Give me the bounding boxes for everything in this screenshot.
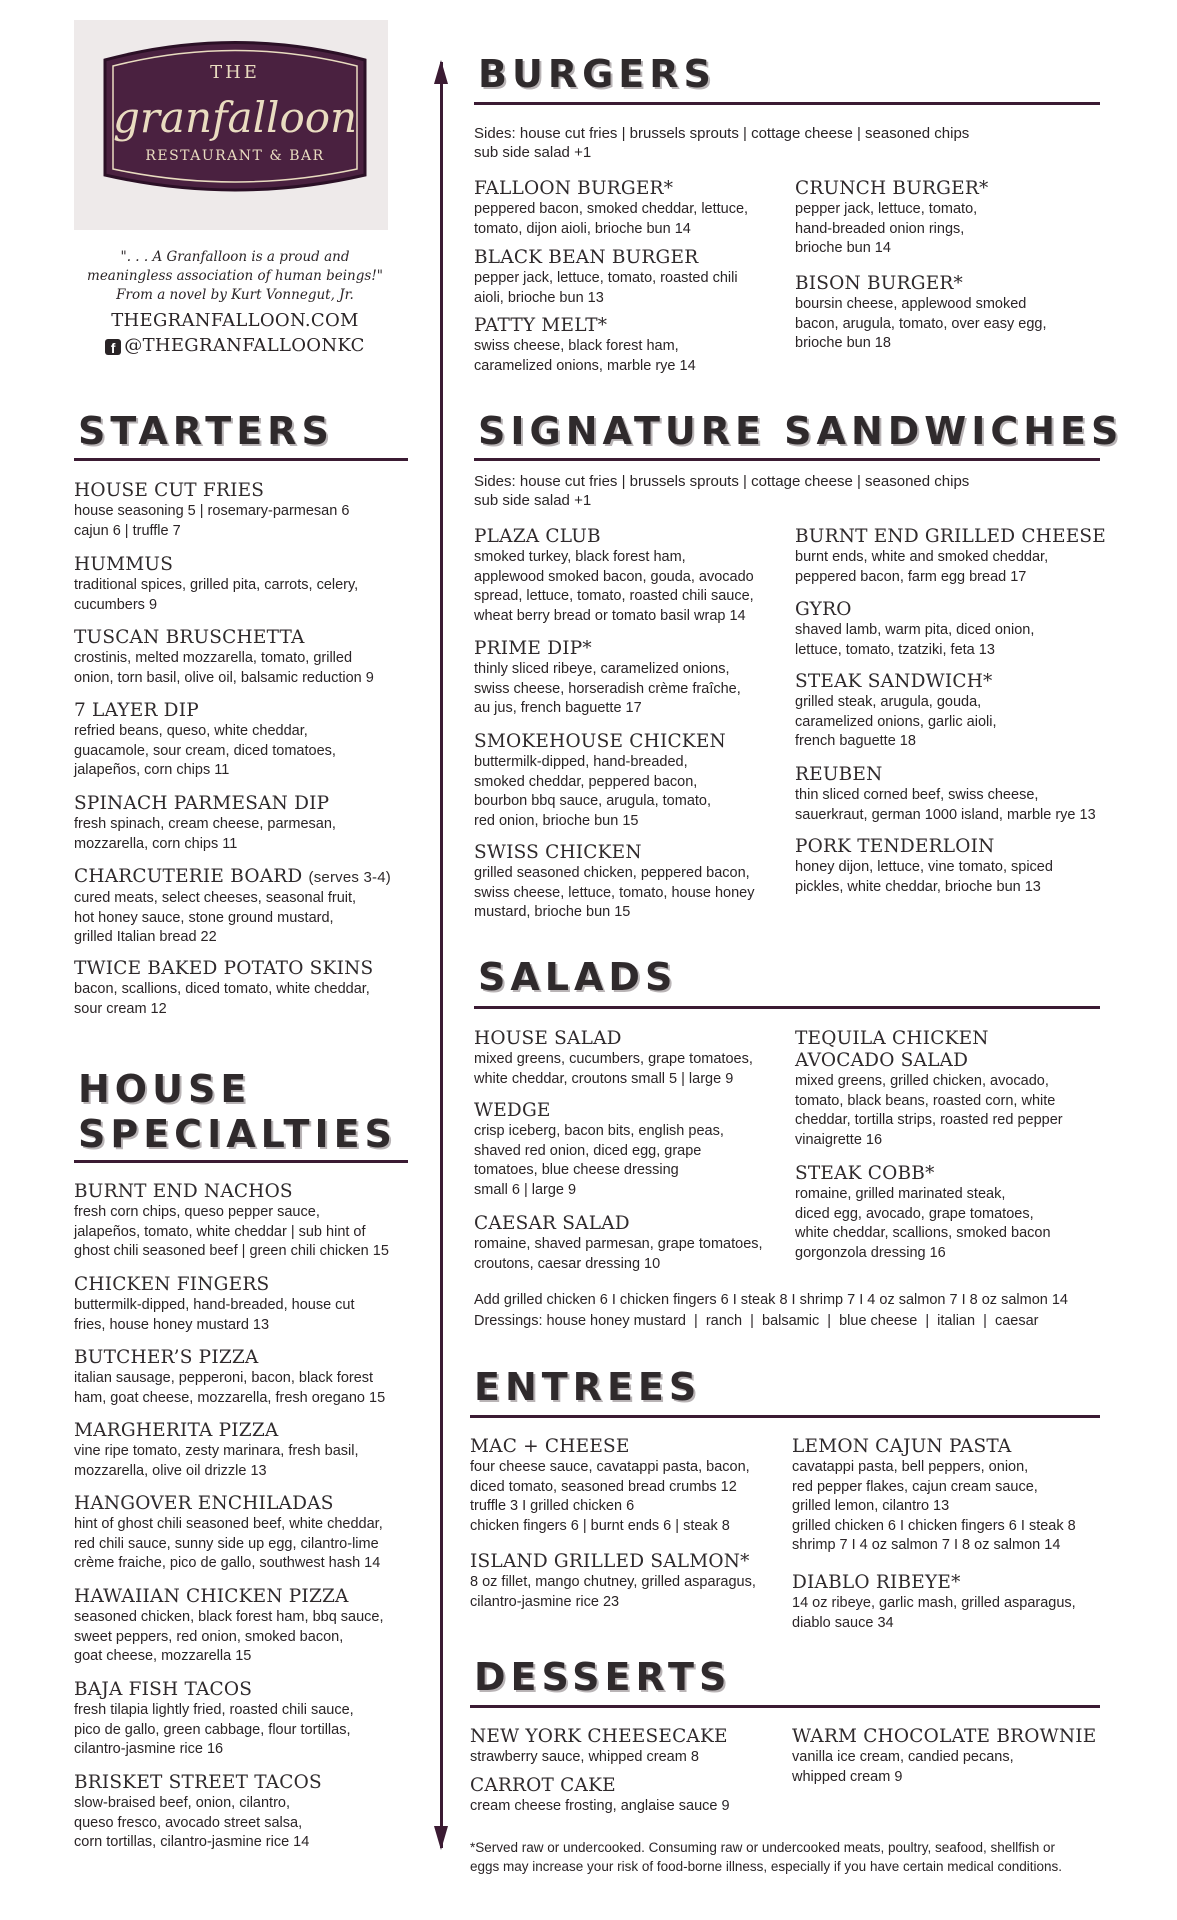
item-desc: red onion, brioche bun 15 [474,812,639,829]
item-desc: french baguette 18 [795,733,916,749]
item-desc: tomato, dijon aioli, brioche bun 14 [474,220,691,237]
item-name: SMOKEHOUSE CHICKEN [474,731,726,752]
menu-item [74,1181,414,1262]
item-name: CRUNCH BURGER* [795,178,989,199]
item-desc: pickles, white cheddar, brioche bun 13 [795,878,1041,895]
menu-item [474,526,794,626]
item-name: BRISKET STREET TACOS [74,1772,322,1793]
menu-item [474,731,794,831]
item-desc: wheat berry bread or tomato basil wrap 14 [474,607,746,624]
menu-item [795,1028,1115,1150]
section-rule [474,458,1100,461]
item-desc: shrimp 7 I 4 oz salmon 7 I 8 oz salmon 14 [792,1537,1061,1553]
sides-line: Sides: house cut fries | brussels sprouts | cottage cheese | seasoned chips [474,473,970,490]
item-desc: cream cheese frosting, anglaise sauce 9 [470,1798,730,1814]
item-desc: thin sliced corned beef, swiss cheese, [795,787,1039,803]
item-desc: honey dijon, lettuce, vine tomato, spiced [795,859,1053,875]
item-name: BURNT END GRILLED CHEESE [795,526,1107,547]
health-disclaimer [470,1838,1120,1876]
burgers-title: BURGERS [478,52,716,96]
item-name: MAC + CHEESE [470,1436,630,1457]
menu-item [795,671,1115,752]
item-desc: whipped cream 9 [792,1768,903,1785]
item-desc: brioche bun 14 [795,240,891,256]
item-desc: cavatappi pasta, bell peppers, onion, [792,1459,1029,1475]
item-name: HUMMUS [74,554,174,575]
item-desc: cilantro-jasmine rice 23 [470,1593,620,1610]
item-desc: mustard, brioche bun 15 [474,904,631,920]
menu-item [795,599,1115,660]
menu-item [470,1436,810,1536]
item-desc: white cheddar, croutons small 5 | large 9 [474,1070,734,1087]
item-name: STEAK COBB* [795,1163,935,1184]
item-name: DIABLO RIBEYE* [792,1572,961,1593]
item-desc: cured meats, select cheeses, seasonal fruit, [74,890,357,906]
item-desc: small 6 | large 9 [474,1181,577,1198]
menu-item [74,1420,414,1481]
item-desc: vanilla ice cream, candied pecans, [792,1749,1014,1765]
item-desc: sauerkraut, german 1000 island, marble rye 13 [795,806,1096,823]
item-desc: burnt ends, white and smoked cheddar, [795,549,1049,565]
item-name: BUTCHER’S PIZZA [74,1347,259,1368]
item-desc: smoked cheddar, peppered bacon, [474,773,698,790]
item-name: PRIME DIP* [474,638,592,659]
item-desc: caramelized onions, garlic aioli, [795,713,997,730]
menu-item [474,315,794,376]
sides-line: Sides: house cut fries | brussels sprouts | cottage cheese | seasoned chips [474,125,970,142]
item-desc: mixed greens, cucumbers, grape tomatoes, [474,1051,753,1067]
divider-arrow-up-icon [434,60,448,84]
item-desc: goat cheese, mozzarella 15 [74,1648,252,1664]
item-desc: shaved lamb, warm pita, diced onion, [795,622,1035,638]
entrees-title: ENTREES [474,1365,702,1409]
menu-item [792,1572,1132,1633]
item-desc: onion, torn basil, olive oil, balsamic reduction 9 [74,669,374,686]
menu-item [795,273,1115,354]
item-desc: slow-braised beef, onion, cilantro, [74,1795,291,1811]
item-desc: red chili sauce, sunny side up egg, cilantro-lime [74,1535,379,1552]
section-rule [470,1705,1100,1708]
item-desc: guacamole, sour cream, diced tomatoes, [74,742,336,759]
item-desc: four cheese sauce, cavatappi pasta, bacon, [470,1459,750,1475]
item-desc: lettuce, tomato, tzatziki, feta 13 [795,641,995,658]
item-name: BAJA FISH TACOS [74,1679,253,1700]
item-desc: pepper jack, lettuce, tomato, [795,201,978,217]
menu-item [74,1493,414,1574]
item-desc: mozzarella, olive oil drizzle 13 [74,1462,267,1479]
item-desc: traditional spices, grilled pita, carrots, celery, [74,577,359,593]
desserts-title: DESSERTS [474,1655,732,1699]
item-desc: hint of ghost chili seasoned beef, white cheddar, [74,1516,383,1532]
item-name: MARGHERITA PIZZA [74,1420,279,1441]
menu-item [474,1100,794,1200]
menu-item [474,178,794,239]
item-desc: crostinis, melted mozzarella, tomato, grilled [74,650,353,666]
menu-item [795,1163,1115,1263]
item-desc: tomatoes, blue cheese dressing [474,1162,679,1178]
item-name: PORK TENDERLOIN [795,836,995,857]
item-desc: corn tortillas, cilantro-jasmine rice 14 [74,1834,310,1850]
item-name: CAESAR SALAD [474,1213,630,1234]
section-rule [74,458,408,461]
item-note: (serves 3-4) [308,869,391,886]
menu-item [795,526,1115,587]
item-desc: pico de gallo, green cabbage, flour tortillas, [74,1721,351,1738]
item-desc: chicken fingers 6 | burnt ends 6 | steak 8 [470,1517,730,1534]
item-desc: swiss cheese, black forest ham, [474,338,679,354]
item-desc: truffle 3 I grilled chicken 6 [470,1498,635,1514]
item-desc: shaved red onion, diced egg, grape [474,1142,702,1159]
social-handle-text: @THEGRANFALLOONKC [124,335,365,356]
item-name: HOUSE SALAD [474,1028,622,1049]
menu-item [74,1347,414,1408]
menu-item [74,866,414,948]
menu-item [474,842,794,923]
menu-item [470,1775,810,1817]
item-desc: buttermilk-dipped, hand-breaded, house cut [74,1297,355,1313]
item-desc: grilled lemon, cilantro 13 [792,1498,950,1514]
item-desc: gorgonzola dressing 16 [795,1244,946,1261]
item-desc: cilantro-jasmine rice 16 [74,1741,224,1757]
menu-item [74,1772,414,1853]
menu-item [74,1586,414,1667]
menu-item [474,1028,794,1089]
sides-line: sub side salad +1 [474,492,592,509]
item-name: ISLAND GRILLED SALMON* [470,1551,750,1572]
menu-item [792,1436,1132,1556]
item-desc: peppered bacon, farm egg bread 17 [795,568,1027,585]
item-desc: croutons, caesar dressing 10 [474,1255,661,1272]
item-name: CHICKEN FINGERS [74,1274,270,1295]
item-desc: fries, house honey mustard 13 [74,1316,270,1333]
item-desc: crème fraiche, pico de gallo, southwest hash 14 [74,1555,381,1571]
item-name: BISON BURGER* [795,273,963,294]
item-desc: queso fresco, avocado street salsa, [74,1814,303,1831]
item-desc: aioli, brioche bun 13 [474,289,604,306]
logo-subtitle: RESTAURANT & BAR [145,148,325,164]
item-name: GYRO [795,599,852,620]
logo-name: granfalloon [112,93,358,142]
item-desc: bacon, scallions, diced tomato, white cheddar, [74,981,370,997]
item-desc: ham, goat cheese, mozzarella, fresh oregano 15 [74,1389,386,1406]
item-name-text: CHARCUTERIE BOARD [74,866,303,887]
item-desc: grilled Italian bread 22 [74,929,217,945]
item-desc: jalapeños, tomato, white cheddar | sub hint of [74,1223,366,1240]
tagline-line: meaningless association of human beings!" [87,268,383,284]
item-desc: vinaigrette 16 [795,1131,883,1148]
item-desc: diced tomato, seasoned bread crumbs 12 [470,1478,737,1495]
item-desc: romaine, grilled marinated steak, [795,1186,1006,1202]
item-name: WARM CHOCOLATE BROWNIE [792,1726,1097,1747]
item-name: LEMON CAJUN PASTA [792,1436,1012,1457]
item-name: TEQUILA CHICKEN [795,1028,989,1049]
granfalloon-logo [95,40,375,195]
menu-item [470,1726,810,1768]
section-rule [74,1160,408,1163]
sides-note [474,472,969,510]
item-desc: 8 oz fillet, mango chutney, grilled asparagus, [470,1574,756,1590]
item-desc: crisp iceberg, bacon bits, english peas, [474,1123,724,1139]
item-desc: swiss cheese, horseradish crème fraîche, [474,680,741,697]
item-name: SPINACH PARMESAN DIP [74,793,330,814]
item-desc: mixed greens, grilled chicken, avocado, [795,1073,1049,1089]
item-name: CARROT CAKE [470,1775,616,1796]
item-desc: cajun 6 | truffle 7 [74,522,181,539]
item-name: HANGOVER ENCHILADAS [74,1493,334,1514]
item-name: AVOCADO SALAD [795,1050,969,1071]
item-desc: sour cream 12 [74,1000,167,1017]
item-desc: pepper jack, lettuce, tomato, roasted chili [474,270,738,286]
item-desc: diablo sauce 34 [792,1614,894,1631]
menu-item [74,554,414,615]
disclaimer-line: *Served raw or undercooked. Consuming raw or undercooked meats, poultry, seafood, shellfish or [470,1840,1056,1855]
item-desc: cheddar, tortilla strips, roasted red pepper [795,1112,1063,1128]
menu-item [74,1274,414,1335]
item-desc: strawberry sauce, whipped cream 8 [470,1749,699,1765]
item-desc: grilled steak, arugula, gouda, [795,694,982,710]
sides-note [474,124,969,162]
item-desc: swiss cheese, lettuce, tomato, house honey [474,884,755,901]
item-desc: hand-breaded onion rings, [795,220,965,237]
item-desc: smoked turkey, black forest ham, [474,549,686,565]
item-desc: sweet peppers, red onion, smoked bacon, [74,1628,344,1645]
item-desc: hot honey sauce, stone ground mustard, [74,909,334,926]
item-desc: bourbon bbq sauce, arugula, tomato, [474,793,711,809]
sandwiches-title: SIGNATURE SANDWICHES [478,409,1124,453]
section-rule [470,1415,1100,1418]
item-desc: thinly sliced ribeye, caramelized onions, [474,661,730,677]
item-desc: red pepper flakes, cajun cream sauce, [792,1478,1038,1495]
disclaimer-line: eggs may increase your risk of food-borne illness, especially if you have certain medical conditions. [470,1859,1063,1874]
item-desc: fresh tilapia lightly fried, roasted chili sauce, [74,1702,354,1718]
item-desc: vine ripe tomato, zesty marinara, fresh basil, [74,1443,359,1459]
column-divider [440,62,443,1848]
salad-addons: Add grilled chicken 6 I chicken fingers 6 I steak 8 I shrimp 7 I 4 oz salmon 7 I 8 oz salmon 14 [474,1292,1068,1308]
tagline-line: ". . . A Granfalloon is a proud and [120,249,350,265]
item-desc: tomato, black beans, roasted corn, white [795,1092,1056,1109]
item-name: PATTY MELT* [474,315,608,336]
item-name: WEDGE [474,1100,551,1121]
item-desc: romaine, shaved parmesan, grape tomatoes, [474,1236,763,1252]
item-desc: fresh spinach, cream cheese, parmesan, [74,816,336,832]
menu-item [74,958,414,1019]
social-handle[interactable] [75,335,395,356]
logo-the: THE [210,62,260,83]
salad-dressings: Dressings: house honey mustard | ranch | balsamic | blue cheese | italian | caesar [474,1313,1039,1329]
menu-item [74,793,414,854]
menu-item [470,1551,810,1612]
item-desc: house seasoning 5 | rosemary-parmesan 6 [74,503,350,519]
specialties-title [78,1067,397,1157]
item-name: NEW YORK CHEESECAKE [470,1726,728,1747]
item-desc: spread, lettuce, tomato, roasted chili sauce, [474,588,754,604]
item-name: BURNT END NACHOS [74,1181,293,1202]
item-name: REUBEN [795,764,883,785]
item-name: SWISS CHICKEN [474,842,642,863]
item-name: BLACK BEAN BURGER [474,247,699,268]
item-desc: ghost chili seasoned beef | green chili chicken 15 [74,1243,389,1259]
item-desc: seasoned chicken, black forest ham, bbq sauce, [74,1609,384,1625]
item-desc: 14 oz ribeye, garlic mash, grilled asparagus, [792,1595,1076,1611]
salads-title: SALADS [478,955,678,999]
item-desc: au jus, french baguette 17 [474,700,642,716]
website-link[interactable]: THEGRANFALLOON.COM [111,310,359,331]
item-name: TUSCAN BRUSCHETTA [74,627,305,648]
item-desc: diced egg, avocado, grape tomatoes, [795,1205,1034,1222]
menu-item [74,700,414,781]
item-desc: boursin cheese, applewood smoked [795,296,1027,312]
specialties-title-line: SPECIALTIES [78,1112,397,1156]
item-desc: grilled chicken 6 I chicken fingers 6 I steak 8 [792,1517,1076,1534]
item-desc: brioche bun 18 [795,335,891,351]
menu-item [474,1213,794,1274]
item-desc: applewood smoked bacon, gouda, avocado [474,568,754,585]
item-desc: mozzarella, corn chips 11 [74,835,238,852]
specialties-title-line: HOUSE [78,1067,252,1111]
tagline-line: From a novel by Kurt Vonnegut, Jr. [116,287,354,303]
menu-item [474,638,794,719]
menu-item [474,247,794,308]
item-name [74,866,414,889]
item-name: HOUSE CUT FRIES [74,480,265,501]
section-rule [474,1006,1100,1009]
item-desc: cucumbers 9 [74,596,158,613]
menu-item [74,480,414,541]
item-desc: fresh corn chips, queso pepper sauce, [74,1204,320,1220]
menu-item [74,1679,414,1760]
item-desc: grilled seasoned chicken, peppered bacon, [474,865,750,881]
item-desc: italian sausage, pepperoni, bacon, black forest [74,1370,374,1386]
item-desc: refried beans, queso, white cheddar, [74,723,308,739]
menu-item [74,627,414,688]
menu-item [795,178,1115,259]
sides-line: sub side salad +1 [474,144,592,161]
item-desc: buttermilk-dipped, hand-breaded, [474,754,688,770]
menu-item [792,1726,1132,1787]
menu-item [795,764,1115,825]
item-name: TWICE BAKED POTATO SKINS [74,958,374,979]
item-desc: jalapeños, corn chips 11 [74,762,230,778]
item-desc: white cheddar, scallions, smoked bacon [795,1225,1051,1241]
item-desc: caramelized onions, marble rye 14 [474,357,696,374]
item-name: STEAK SANDWICH* [795,671,993,692]
menu-item [795,836,1115,897]
divider-arrow-down-icon [434,1826,448,1850]
item-name: FALLOON BURGER* [474,178,674,199]
tagline [75,248,395,305]
item-name: PLAZA CLUB [474,526,601,547]
item-name: HAWAIIAN CHICKEN PIZZA [74,1586,349,1607]
item-name: 7 LAYER DIP [74,700,199,721]
item-desc: peppered bacon, smoked cheddar, lettuce, [474,201,749,217]
starters-title: STARTERS [78,409,334,453]
facebook-icon: f [105,339,121,355]
section-rule [474,102,1100,105]
item-desc: bacon, arugula, tomato, over easy egg, [795,315,1047,332]
